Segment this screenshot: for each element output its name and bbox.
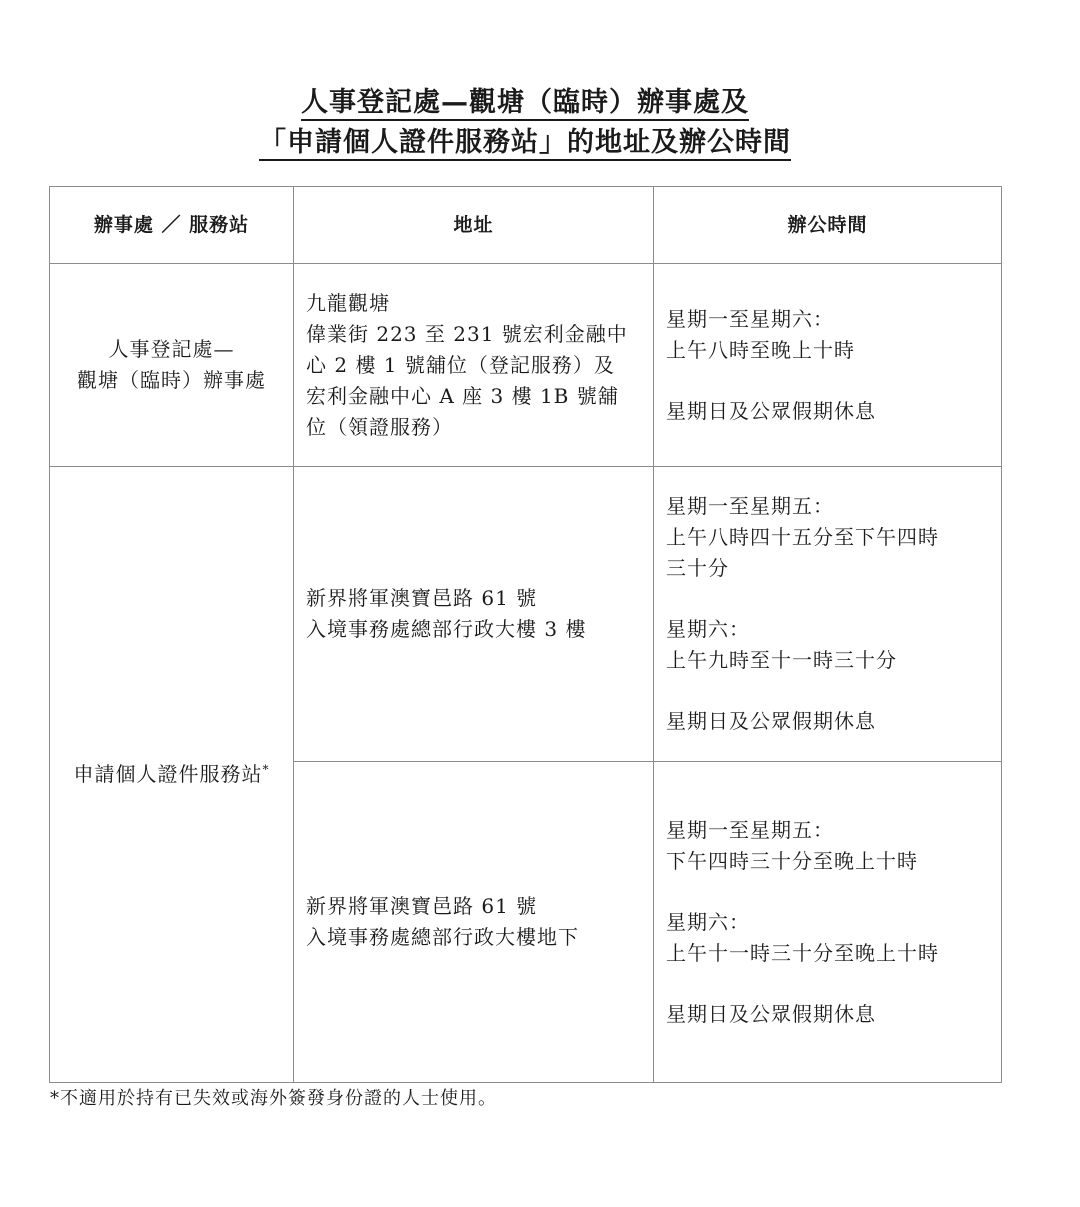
row2b-sat-days: 星期六：: [666, 909, 750, 934]
row2-office-label: 申請個人證件服務站*: [73, 762, 270, 786]
row2b-address-line-2: 入境事務處總部行政大樓地下: [306, 925, 579, 949]
row2a-address-line-2: 入境事務處總部行政大樓 3 樓: [306, 617, 587, 641]
row1-hours-cell: [653, 263, 1002, 467]
row1-address-line-4: 宏利金融中心 A 座 3 樓 1B 號舖: [306, 383, 619, 408]
row1-office-line-1: 人事登記處—: [108, 337, 235, 361]
page-title-line-1: [0, 80, 1050, 119]
row2a-hours-cell: [653, 466, 1002, 762]
row2b-closed: 星期日及公眾假期休息: [666, 1001, 876, 1026]
row1-office-line-2: 觀塘（臨時）辦事處: [77, 368, 266, 392]
row1-address-line-5: 位（領證服務）: [306, 414, 453, 439]
row2a-address-line-1: 新界將軍澳寶邑路 61 號: [306, 586, 538, 610]
row1-hours-days: 星期一至星期六：: [666, 306, 834, 331]
footnote-mark: *: [262, 762, 270, 777]
title-line-1-text: 人事登記處—觀塘（臨時）辦事處及: [301, 87, 749, 121]
row2b-weekday-time: 下午四時三十分至晚上十時: [666, 848, 918, 873]
row2a-weekday-time-2: 三十分: [666, 556, 729, 580]
row1-address-line-3: 心 2 樓 1 號舖位（登記服務）及: [306, 352, 615, 377]
row1-hours-time: 上午八時至晚上十時: [666, 337, 855, 362]
row2a-sat-days: 星期六：: [666, 617, 750, 641]
title-line-2-text: 「申請個人證件服務站」的地址及辦公時間: [259, 127, 791, 161]
row2b-sat-time: 上午十一時三十分至晚上十時: [666, 940, 939, 965]
row2b-weekday-days: 星期一至星期五：: [666, 817, 834, 842]
row1-address-cell: [293, 263, 654, 467]
row1-hours-closed: 星期日及公眾假期休息: [666, 398, 876, 423]
row2a-weekday-time-1: 上午八時四十五分至下午四時: [666, 525, 939, 549]
header-hours: 辦公時間: [653, 186, 1002, 264]
row2b-address-cell: [293, 761, 654, 1083]
row2a-sat-time: 上午九時至十一時三十分: [666, 648, 897, 672]
row1-address-line-2: 偉業街 223 至 231 號宏利金融中: [306, 321, 628, 346]
row1-address-line-1: 九龍觀塘: [306, 290, 390, 315]
row1-office-cell: [49, 263, 294, 467]
row2a-address-cell: [293, 466, 654, 762]
row2a-closed: 星期日及公眾假期休息: [666, 709, 876, 733]
row2-office-cell: [49, 466, 294, 1083]
row2a-weekday-days: 星期一至星期五：: [666, 494, 834, 518]
header-office: 辦事處 ／ 服務站: [49, 186, 294, 264]
page-title-line-2: [0, 120, 1050, 159]
footnote: *不適用於持有已失效或海外簽發身份證的人士使用。: [50, 1088, 497, 1109]
row2b-hours-cell: [653, 761, 1002, 1083]
row2b-address-line-1: 新界將軍澳寶邑路 61 號: [306, 894, 538, 918]
header-address: 地址: [293, 186, 654, 264]
